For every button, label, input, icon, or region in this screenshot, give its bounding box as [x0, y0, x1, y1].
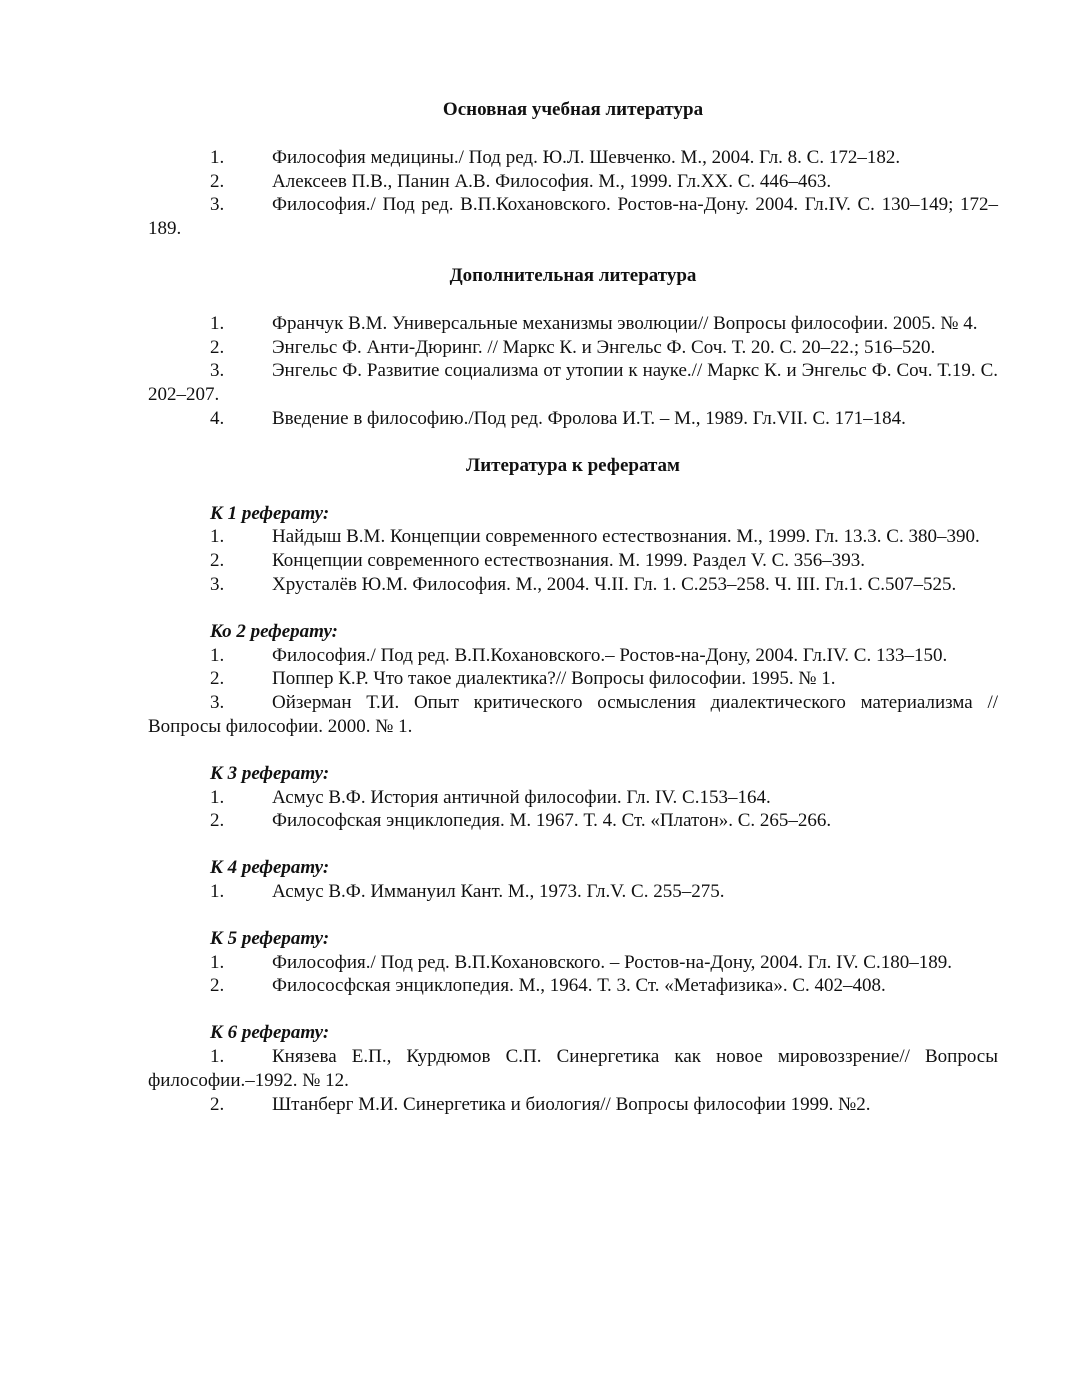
document-page	[148, 98, 998, 1116]
list-item: 1. Философия./ Под ред. В.П.Кохановского. – Ростов-на-Дону, 2004. Гл. IV. С.180–189.	[210, 951, 952, 973]
list-item: 2. Философская энциклопедия. М. 1967. Т. 4. Ст. «Платон». С. 265–266.	[210, 810, 832, 832]
essay-group-label: К 3 реферату:	[210, 762, 330, 784]
list-item: 1. Философия./ Под ред. В.П.Кохановского.– Ростов-на-Дону, 2004. Гл.IV. С. 133–150.	[210, 644, 948, 666]
essay-group-4	[148, 856, 998, 904]
list-item: 2. Поппер К.Р. Что такое диалектика?// Вопросы философии. 1995. № 1.	[210, 668, 836, 690]
extra-literature-heading: Дополнительная литература	[449, 264, 697, 286]
essay-group-1	[148, 502, 998, 597]
list-item: 4. Введение в философию./Под ред. Фролова И.Т. – М., 1989. Гл.VII. С. 171–184.	[210, 407, 906, 429]
essay-group-6	[148, 1021, 998, 1116]
list-item: 2. Алексеев П.В., Панин А.В. Философия. М., 1999. Гл.XX. С. 446–463.	[210, 170, 832, 192]
essay-group-label: К 6 реферату:	[210, 1022, 330, 1044]
list-item: 1. Франчук В.М. Универсальные механизмы эволюции// Вопросы философии. 2005. № 4.	[210, 312, 978, 334]
list-item: 3. Философия./ Под ред. В.П.Кохановского. Ростов-на-Дону. 2004. Гл.IV. С. 130–149; 172–189.	[148, 194, 998, 240]
list-item: 2. Энгельс Ф. Анти-Дюринг. // Маркс К. и Энгельс Ф. Соч. Т. 20. С. 20–22.; 516–520.	[210, 336, 936, 358]
list-item: 1. Философия медицины./ Под ред. Ю.Л. Шевченко. М., 2004. Гл. 8. С. 172–182.	[210, 146, 901, 168]
list-item: 3. Ойзерман Т.И. Опыт критического осмысления диалектического материализма // Вопросы философии. 2000. № 1.	[148, 692, 998, 737]
essay-literature-heading: Литература к рефератам	[466, 454, 680, 476]
list-item: 2. Концепции современного естествознания. М. 1999. Раздел V. С. 356–393.	[210, 550, 866, 572]
essay-group-2	[148, 620, 998, 739]
extra-literature-list	[148, 312, 998, 431]
essay-group-label: К 1 реферату:	[210, 502, 330, 524]
essay-group-label: Ко 2 реферату:	[210, 620, 338, 642]
essay-literature-section	[148, 454, 998, 1117]
essay-group-5	[148, 927, 998, 998]
list-item: 1. Асмус В.Ф. История античной философии. Гл. IV. С.153–164.	[210, 786, 771, 808]
main-literature-heading: Основная учебная литература	[442, 99, 704, 120]
list-item: 3. Хрусталёв Ю.М. Философия. М., 2004. Ч.II. Гл. 1. С.253–258. Ч. III. Гл.1. С.507–525.	[210, 573, 957, 595]
list-item: 1. Князева Е.П., Курдюмов С.П. Синергетика как новое мировоззрение// Вопросы философии.–1992. № 12.	[148, 1045, 998, 1091]
main-literature-list	[148, 146, 998, 241]
list-item: 2. Филососфская энциклопедия. М., 1964. Т. 3. Ст. «Метафизика». С. 402–408.	[210, 975, 886, 997]
list-item: 1. Асмус В.Ф. Иммануил Кант. М., 1973. Гл.V. С. 255–275.	[210, 880, 725, 902]
list-item: 1. Найдыш В.М. Концепции современного естествознания. М., 1999. Гл. 13.3. С. 380–390.	[210, 526, 980, 548]
main-literature-section	[148, 98, 998, 241]
list-item: 2. Штанберг М.И. Синергетика и биология// Вопросы философии 1999. №2.	[210, 1093, 871, 1115]
extra-literature-section	[148, 264, 998, 431]
essay-group-label: К 4 реферату:	[210, 857, 330, 879]
essay-group-label: К 5 реферату:	[210, 927, 330, 949]
essay-group-3	[148, 762, 998, 833]
list-item: 3. Энгельс Ф. Развитие социализма от утопии к науке.// Маркс К. и Энгельс Ф. Соч. Т.19. С. 202–207.	[148, 360, 998, 406]
